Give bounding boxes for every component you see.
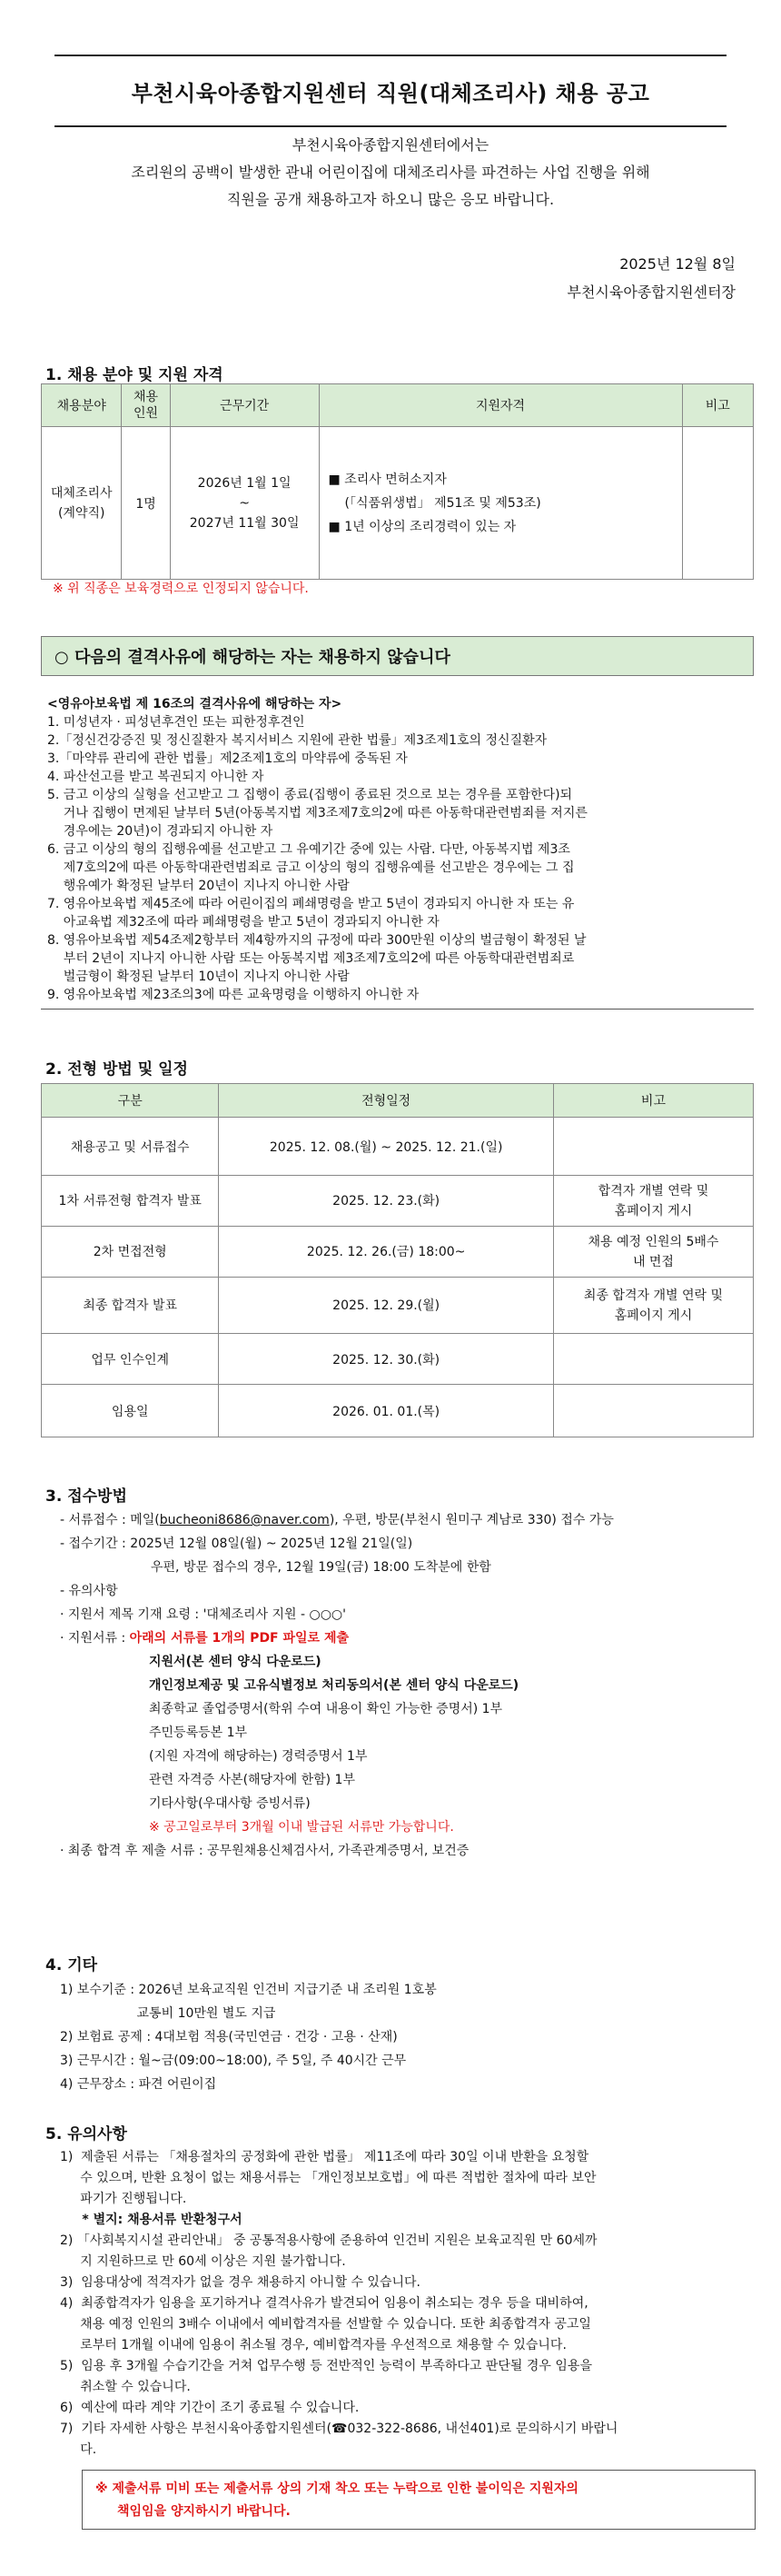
table-header-row <box>42 1084 754 1118</box>
list-item: 행유예가 확정된 날부터 20년이 지나지 아니한 사람 <box>47 879 350 893</box>
col-header: 지원자격 <box>319 384 682 427</box>
period-end: 2027년 11월 30일 <box>189 515 300 531</box>
list-item: 경우에는 20년)이 경과되지 아니한 자 <box>47 824 273 839</box>
period-tilde: ~ <box>239 495 250 511</box>
col-header: 근무기간 <box>170 384 319 427</box>
list-item: 2.「정신건강증진 및 정신질환자 복지서비스 지원에 관한 법률」제3조제1호의 정신질환자 <box>47 733 548 748</box>
stage-cell: 2차 면접전형 <box>42 1227 219 1278</box>
intro-line: 조리원의 공백이 발생한 관내 어린이집에 대체조리사를 파견하는 사업 진행을 위해 <box>131 164 650 181</box>
period-note: 우편, 방문 접수의 경우, 12월 19일(금) 18:00 도착분에 한함 <box>151 1560 491 1575</box>
date-cell: 2025. 12. 23.(화) <box>219 1176 553 1227</box>
precaution-line: 5) 임용 후 3개월 수습기간을 거쳐 업무수행 등 전반적인 능력이 부족하다고 판단될 경우 임용을 <box>60 2359 592 2373</box>
qualification-item: ■ 1년 이상의 조리경력이 있는 자 <box>328 519 517 534</box>
list-item: 1. 미성년자 · 피성년후견인 또는 피한정후견인 <box>47 715 305 730</box>
period-cell <box>170 427 319 580</box>
list-item: 8. 영유아보육법 제54조제2항부터 제4항까지의 규정에 따라 300만원 이상의 벌금형이 확정된 날 <box>47 933 587 948</box>
documents-note: ※ 공고일로부터 3개월 이내 발급된 서류만 가능합니다. <box>149 1820 454 1835</box>
precaution-line: 채용 예정 인원의 3배수 이내에서 예비합격자를 선발할 수 있습니다. 또한 최종합격자 공고일 <box>60 2317 591 2332</box>
info-line: 4) 근무장소 : 파견 어린이집 <box>60 2077 217 2092</box>
section-5-title: 5. 유의사항 <box>45 2125 127 2143</box>
application-method <box>60 1508 759 1863</box>
info-line: 교통비 10만원 별도 지급 <box>60 2006 276 2021</box>
col-header: 구분 <box>42 1084 219 1118</box>
precaution-line: 1) 제출된 서류는 「채용절차의 공정화에 관한 법률」 제11조에 따라 30일 이내 반환을 요청할 <box>60 2150 589 2164</box>
note-cell <box>553 1278 753 1334</box>
note-line: 홈페이지 게시 <box>614 1308 693 1323</box>
document-list <box>60 1650 759 1839</box>
note-line: 합격자 개별 연락 및 <box>598 1183 709 1198</box>
position-table <box>41 383 754 580</box>
career-note: ※ 위 직종은 보육경력으로 인정되지 않습니다. <box>53 582 309 596</box>
list-item: 거나 집행이 면제된 날부터 5년(아동복지법 제3조제7호의2에 따른 아동학대관련범죄를 저지른 <box>47 806 588 821</box>
precaution-line: 4) 최종합격자가 임용을 포기하거나 결격사유가 발견되어 임용이 취소되는 경우 등을 대비하여, <box>60 2296 588 2311</box>
stage-cell: 임용일 <box>42 1385 219 1437</box>
info-line: 1) 보수기준 : 2026년 보육교직원 인건비 지급기준 내 조리원 1호봉 <box>60 1983 437 1997</box>
notice-date: 2025년 12월 8일 <box>619 255 736 273</box>
issuer: 부천시육아종합지원센터장 <box>567 283 736 301</box>
precaution-line: 다. <box>60 2442 97 2457</box>
col-header: 채용분야 <box>42 384 122 427</box>
col-header: 비고 <box>553 1084 753 1118</box>
qualification-item: ■ 조리사 면허소지자 <box>328 472 447 487</box>
date-cell: 2025. 12. 08.(월) ~ 2025. 12. 21.(일) <box>219 1118 553 1176</box>
field-name: 대체조리사 <box>50 485 113 501</box>
list-item: 아교육법 제32조에 따라 폐쇄명령을 받고 5년이 경과되지 아니한 자 <box>47 915 440 930</box>
list-item: 3.「마약류 관리에 관한 법률」제2조제1호의 마약류에 중독된 자 <box>47 751 408 766</box>
precaution-line: 파기가 진행됩니다. <box>60 2192 187 2206</box>
submission-line <box>60 1508 759 1532</box>
document-item: 기타사항(우대사항 증빙서류) <box>149 1796 311 1811</box>
list-item: 7. 영유아보육법 제45조에 따라 어린이집의 폐쇄명령을 받고 5년이 경과되지 아니한 자 또는 유 <box>47 897 575 911</box>
final-documents-line: · 최종 합격 후 제출 서류 : 공무원채용신체검사서, 가족관계증명서, 보건증 <box>60 1844 470 1858</box>
list-item: 5. 금고 이상의 실형을 선고받고 그 집행이 종료(집행이 종료된 것으로 보는 경우를 포함한다)되 <box>47 788 573 802</box>
list-item: 벌금형이 확정된 날부터 10년이 지나지 아니한 사람 <box>47 970 350 984</box>
page-title: 부천시육아종합지원센터 직원(대체조리사) 채용 공고 <box>131 81 650 106</box>
precaution-line: * 별지: 채용서류 반환청구서 <box>60 2213 242 2227</box>
note-line: 내 면접 <box>632 1254 674 1269</box>
warning-line: 책임임을 양지하시기 바랍니다. <box>117 2504 291 2519</box>
document-item: 최종학교 졸업증명서(학위 수여 내용이 확인 가능한 증명서) 1부 <box>149 1702 503 1716</box>
section-2-title: 2. 전형 방법 및 일정 <box>45 1060 188 1079</box>
disqualification-list <box>47 695 756 1004</box>
info-line: 3) 근무시간 : 월~금(09:00~18:00), 주 5일, 주 40시간 근무 <box>60 2054 407 2068</box>
title-box <box>54 55 727 127</box>
precaution-line: 수 있으며, 반환 요청이 없는 채용서류는 「개인정보보호법」에 따른 적법한 절차에 따라 보안 <box>60 2171 597 2185</box>
date-block <box>568 250 736 306</box>
precaution-line: 6) 예산에 따라 계약 기간이 조기 종료될 수 있습니다. <box>60 2401 360 2415</box>
document-item: 관련 자격증 사본(해당자에 한함) 1부 <box>149 1773 355 1787</box>
precaution-line: 지 지원하므로 만 60세 이상은 지원 불가합니다. <box>60 2254 346 2269</box>
period-line: - 접수기간 : 2025년 12월 08일(월) ~ 2025년 12월 21일(일) <box>60 1537 413 1551</box>
date-cell: 2025. 12. 26.(금) 18:00~ <box>219 1227 553 1278</box>
text: ), 우편, 방문(부천시 원미구 계남로 330) 접수 가능 <box>329 1513 614 1527</box>
documents-line <box>60 1626 759 1650</box>
note-cell <box>553 1227 753 1278</box>
schedule-table <box>41 1083 754 1437</box>
list-item: 6. 금고 이상의 형의 집행유예를 선고받고 그 유예기간 중에 있는 사람. 다만, 아동복지법 제3조 <box>47 842 570 857</box>
warning-box <box>82 2470 756 2530</box>
note-line: 채용 예정 인원의 5배수 <box>588 1234 719 1249</box>
period-start: 2026년 1월 1일 <box>197 475 292 491</box>
col-header: 전형일정 <box>219 1084 553 1118</box>
stage-cell: 1차 서류전형 합격자 발표 <box>42 1176 219 1227</box>
list-item: 4. 파산선고를 받고 복권되지 아니한 자 <box>47 770 264 784</box>
qualification-cell <box>319 427 682 580</box>
precaution-line: 로부터 1개월 이내에 임용이 취소될 경우, 예비합격자를 우선적으로 채용할 수 있습니다. <box>60 2338 567 2352</box>
note-line: 최종 합격자 개별 연락 및 <box>583 1288 723 1303</box>
divider <box>41 1009 754 1010</box>
table-row <box>42 427 754 580</box>
stage-cell: 채용공고 및 서류접수 <box>42 1118 219 1176</box>
list-item: 9. 영유아보육법 제23조의3에 따른 교육명령을 이행하지 아니한 자 <box>47 988 420 1002</box>
disqualification-subtitle: <영유아보육법 제 16조의 결격사유에 해당하는 자> <box>47 697 342 711</box>
precautions <box>60 2147 759 2461</box>
date-cell: 2026. 01. 01.(목) <box>219 1385 553 1437</box>
date-cell: 2025. 12. 29.(월) <box>219 1278 553 1334</box>
pdf-instruction: 아래의 서류를 1개의 PDF 파일로 제출 <box>129 1631 349 1646</box>
table-row <box>42 1176 754 1227</box>
qualification-detail: (「식품위생법」 제51조 및 제53조) <box>344 495 541 511</box>
remarks-cell <box>682 427 753 580</box>
field-type: (계약직) <box>57 505 105 521</box>
notes-heading: - 유의사항 <box>60 1584 118 1598</box>
document-item: 개인정보제공 및 고유식별정보 처리동의서(본 센터 양식 다운로드) <box>149 1678 519 1693</box>
note-cell <box>553 1118 753 1176</box>
table-header-row <box>42 384 754 427</box>
col-header: 채용 인원 <box>122 384 170 427</box>
table-row <box>42 1227 754 1278</box>
stage-cell: 업무 인수인계 <box>42 1334 219 1385</box>
list-item: 부터 2년이 지나지 아니한 사람 또는 아동복지법 제3조제7호의2에 따른 아동학대관련범죄로 <box>47 951 575 966</box>
warning-line: ※ 제출서류 미비 또는 제출서류 상의 기재 착오 또는 누락으로 인한 불이익은 지원자의 <box>95 2482 578 2496</box>
document-item: 지원서(본 센터 양식 다운로드) <box>149 1655 321 1669</box>
intro-line: 부천시육아종합지원센터에서는 <box>292 136 489 154</box>
precaution-line: 3) 임용대상에 적격자가 없을 경우 채용하지 아니할 수 있습니다. <box>60 2275 420 2290</box>
col-header: 비고 <box>682 384 753 427</box>
field-cell <box>42 427 122 580</box>
email-link[interactable]: bucheoni8686@naver.com <box>159 1513 330 1527</box>
section-4-title: 4. 기타 <box>45 1956 98 1974</box>
section-1-title: 1. 채용 분야 및 지원 자격 <box>45 366 223 384</box>
precaution-line: 취소할 수 있습니다. <box>60 2380 191 2394</box>
title-format-line: · 지원서 제목 기재 요령 : '대체조리사 지원 - ○○○' <box>60 1607 346 1622</box>
note-cell <box>553 1385 753 1437</box>
intro-line: 직원을 공개 채용하고자 하오니 많은 응모 바랍니다. <box>226 191 555 208</box>
date-cell: 2025. 12. 30.(화) <box>219 1334 553 1385</box>
section-3-title: 3. 접수방법 <box>45 1487 127 1506</box>
table-row <box>42 1118 754 1176</box>
list-item: 제7호의2에 따른 아동학대관련범죄로 금고 이상의 형의 집행유예를 선고받은 경우에는 그 집 <box>47 860 575 875</box>
disqualification-banner <box>41 636 754 676</box>
document-item: (지원 자격에 해당하는) 경력증명서 1부 <box>149 1749 368 1764</box>
note-cell <box>553 1334 753 1385</box>
text: - 서류접수 : 메일( <box>60 1513 160 1527</box>
note-cell <box>553 1176 753 1227</box>
count-cell: 1명 <box>122 427 170 580</box>
precaution-line: 7) 기타 자세한 사항은 부천시육아종합지원센터(☎032-322-8686, 내선401)로 문의하시기 바랍니 <box>60 2422 618 2436</box>
info-line: 2) 보험료 공제 : 4대보험 적용(국민연금 · 건강 · 고용 · 산재) <box>60 2030 398 2044</box>
table-row <box>42 1385 754 1437</box>
text: · 지원서류 : <box>60 1631 130 1646</box>
document-item: 주민등록등본 1부 <box>149 1726 248 1740</box>
stage-cell: 최종 합격자 발표 <box>42 1278 219 1334</box>
intro-text <box>54 132 727 214</box>
disqualification-title: ○ 다음의 결격사유에 해당하는 자는 채용하지 않습니다 <box>54 648 450 667</box>
table-row <box>42 1334 754 1385</box>
precaution-line: 2) 「사회복지시설 관리안내」 중 공통적용사항에 준용하여 인건비 지원은 보육교직원 만 60세까 <box>60 2233 598 2248</box>
table-row <box>42 1278 754 1334</box>
other-info <box>60 1978 759 2096</box>
note-line: 홈페이지 게시 <box>614 1203 693 1218</box>
